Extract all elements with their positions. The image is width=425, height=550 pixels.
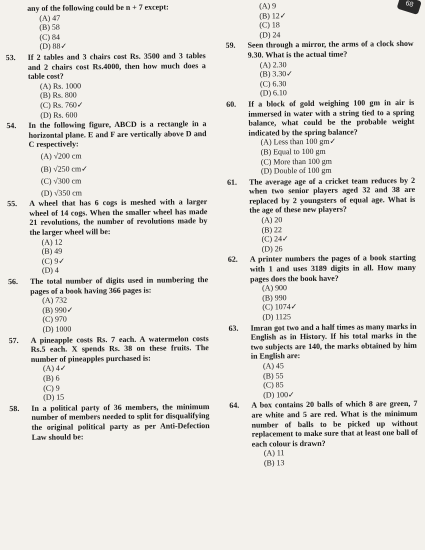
option: (A) 900	[262, 283, 287, 293]
option: (D) 26	[261, 244, 283, 254]
option: (A) 2.30	[259, 59, 287, 70]
option: (B) 58	[39, 22, 60, 32]
question-stem: The average age of a cricket team reduces by 2 when two senior players aged 32 and 38 are replaced by 2 youngsters of equal age. What is the age of these new players?	[248, 175, 416, 216]
option: (A) √200 cm	[40, 151, 82, 161]
question-number: 55.	[7, 199, 18, 209]
option: (D) √350 cm	[41, 188, 82, 198]
question-57	[9, 334, 210, 403]
question-54	[6, 119, 207, 198]
question-number: 59.	[225, 41, 236, 51]
question-64	[229, 399, 418, 468]
option: (A) 47	[39, 13, 61, 23]
option: (C) 24✓	[261, 234, 289, 244]
option: (B) Equal to 100 gm	[260, 146, 326, 157]
option: (B) 990✓	[42, 305, 74, 315]
question-stem: A printer numbers the pages of a book starting with 1 and uses 3189 digits in all. How many pages does the book have?	[249, 253, 416, 284]
question-stem: Imran got two and a half times as many marks in English as in History. If his total marks in the two subjects are 140, the marks obtained by him in English are:	[250, 321, 417, 361]
option: (D) 88✓	[39, 41, 68, 52]
option: (D) 1000	[42, 324, 72, 334]
question-60	[226, 98, 415, 177]
question-55	[7, 197, 208, 276]
question-59	[226, 39, 415, 99]
option: (C) 9✓	[41, 256, 65, 266]
option: (C) 1074✓	[262, 302, 298, 312]
question-number: 63.	[228, 323, 239, 333]
option: (A) 9	[259, 1, 277, 11]
question-number: 56.	[8, 277, 18, 287]
question-number: 60.	[226, 99, 237, 109]
option: (B) 12✓	[259, 10, 287, 21]
option: (B) 22	[261, 224, 282, 235]
question-stem: In the following figure, ABCD is a rectangle in a horizontal plane. E and F are vertically above D and C respectively:	[28, 119, 207, 150]
option: (C) More than 100 gm	[260, 156, 332, 166]
question-number: 57.	[8, 335, 19, 345]
option: (A) 12	[41, 237, 63, 247]
option: (C) 6.30	[259, 78, 287, 89]
question-52-continued	[5, 2, 205, 52]
option: (C) √300 cm	[40, 176, 82, 186]
question-63	[229, 321, 418, 400]
option: (C) 84	[39, 32, 60, 42]
question-stem: The total number of digits used in numbering the pages of a book having 366 pages is:	[30, 275, 209, 296]
option: (C) Rs. 760✓	[40, 100, 84, 110]
option: (D) 15	[43, 392, 65, 402]
question-number: 58.	[9, 403, 20, 413]
option: (C) 970	[42, 314, 67, 325]
question-number: 54.	[6, 121, 17, 131]
question-53	[6, 51, 207, 120]
option: (A) 11	[263, 448, 285, 458]
question-58	[9, 402, 209, 442]
option: (A) Rs. 1000	[39, 81, 82, 91]
left-column	[5, 2, 210, 443]
option: (C) 18	[259, 20, 280, 30]
question-stem: A pineapple costs Rs. 7 each. A watermelon costs Rs.5 each. X spends Rs. 38 on these fruits. The number of pineapples purchased is:	[30, 333, 209, 364]
option: (A) 732	[42, 295, 68, 306]
option: (D) 4	[41, 266, 59, 276]
question-stem: any of the following could be n + 7 except:	[27, 2, 169, 13]
option: (D) 24	[259, 30, 281, 40]
option: (D) Rs. 600	[40, 109, 78, 120]
question-stem: A wheel that has 6 cogs is meshed with a larger wheel of 14 cogs. When the smaller wheel has made 21 revolutions, the number of revolutions made by the larger wheel will be:	[29, 197, 208, 237]
question-stem: A box contains 20 balls of which 8 are green, 7 are white and 5 are red. What is the minimum number of balls to be picked up without replacement to make sure that at least one ball of each colour is drawn?	[251, 399, 418, 449]
option: (B) Rs. 800	[40, 90, 77, 101]
question-number: 62.	[227, 255, 238, 265]
question-number: 53.	[5, 53, 16, 63]
option: (D) 6.10	[260, 88, 287, 98]
page-corner-badge: 68	[397, 0, 422, 15]
option: (A) 20	[261, 215, 283, 225]
option: (B) 55	[263, 370, 284, 381]
question-56	[8, 275, 209, 335]
question-number: 61.	[226, 177, 237, 187]
question-61	[227, 176, 416, 255]
right-column	[225, 0, 418, 469]
option: (B) 990	[262, 293, 287, 303]
option: (D) Double of 100 gm	[260, 165, 332, 176]
option: (C) 9	[43, 383, 60, 393]
option: (B) 3.30✓	[259, 69, 293, 79]
option: (D) 1125	[262, 312, 291, 322]
option: (B) √250 cm✓	[40, 163, 88, 174]
question-stem: In a political party of 36 members, the minimum number of members needed to split for disqualifying the original political party as per Anti-Defection Law should be:	[31, 401, 210, 442]
option: (A) Less than 100 gm✓	[260, 137, 337, 147]
option: (A) 45	[262, 361, 284, 371]
option: (C) 85	[263, 380, 284, 390]
option: (B) 49	[41, 246, 63, 257]
question-62	[228, 253, 417, 322]
option: (A) 4✓	[42, 363, 67, 374]
question-stem: If 2 tables and 3 chairs cost Rs. 3500 and 3 tables and 2 chairs cost Rs.4000, then how much does a table cost?	[27, 51, 206, 82]
option: (D) 100✓	[263, 389, 295, 400]
question-number: 64.	[229, 401, 240, 411]
question-stem: Seen through a mirror, the arms of a clock show 9.30. What is the actual time?	[247, 39, 414, 60]
option: (B) 13	[263, 458, 285, 468]
question-stem: If a block of gold weighing 100 gm in air is immersed in water with a string tied to a spring balance, what could be the probable weight indicated by the spring balance?	[248, 97, 415, 138]
question-58-options	[225, 0, 413, 40]
option: (B) 6	[43, 373, 60, 383]
